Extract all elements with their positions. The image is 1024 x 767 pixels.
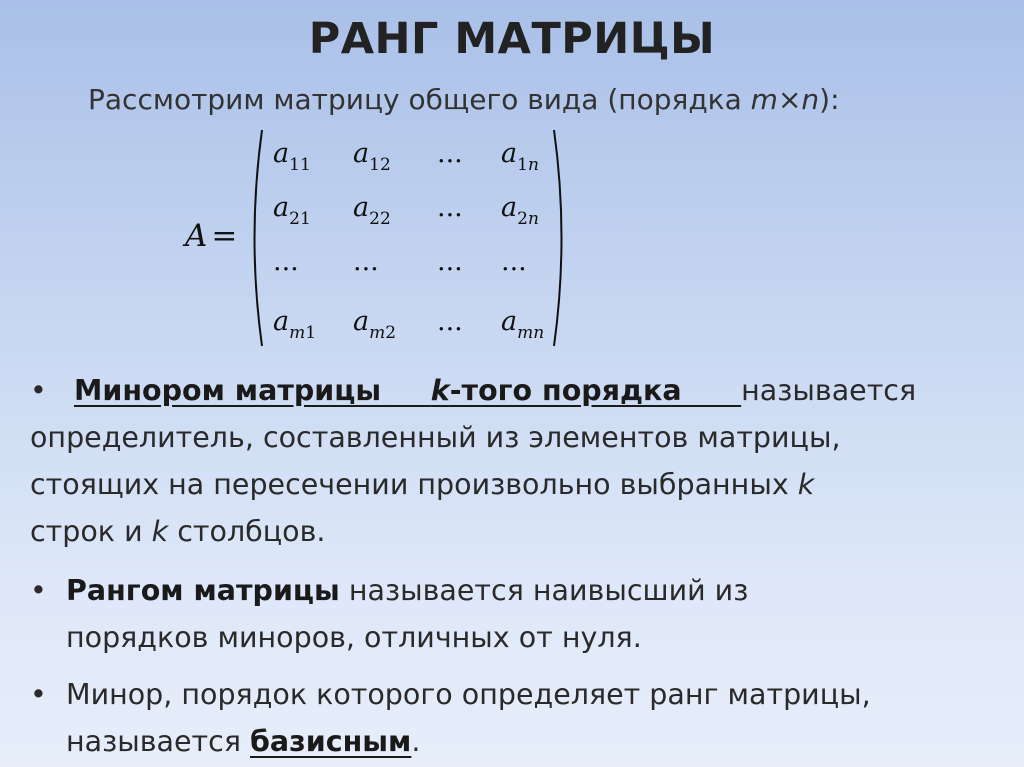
- matrix-cell-1-3: ...: [437, 138, 463, 169]
- subtitle-prefix: Рассмотрим матрицу общего вида (порядка: [88, 83, 751, 116]
- bullet-3-line-1: Минор, порядок которого определяет ранг матрицы,: [66, 678, 871, 711]
- matrix-cell-1-2: $a_{12}$: [353, 138, 391, 175]
- subtitle-suffix: ):: [819, 83, 840, 116]
- matrix-cell-3-3: ...: [437, 246, 463, 277]
- bullet-1-line-3: [30, 461, 976, 508]
- bullet-2-line-1: [30, 567, 930, 614]
- matrix-cell-2-1: $a_{21}$: [273, 192, 311, 229]
- matrix-cell-1-4: $a_{1n}$: [501, 138, 539, 175]
- bullet-3-line-2-a: называется: [66, 725, 251, 758]
- subtitle-n: n: [801, 83, 820, 116]
- bullet-3-marker: •: [30, 678, 47, 711]
- matrix-cell-4-1: $a_{m1}$: [273, 306, 317, 343]
- matrix-cell-3-1: ...: [273, 246, 299, 277]
- matrix-lhs: [185, 218, 237, 254]
- matrix-cell-1-1: $a_{11}$: [273, 138, 311, 175]
- bullet-1-line-4-b: столбцов.: [168, 515, 326, 548]
- matrix-cell-3-2: ...: [353, 246, 379, 277]
- basis-term: базисным: [250, 725, 412, 758]
- slide-title: РАНГ МАТРИЦЫ: [308, 14, 716, 64]
- minor-term-b: -того порядка: [449, 374, 692, 407]
- bullet-1-line-2: определитель, составленный из элементов матрицы,: [30, 421, 841, 454]
- bullet-3-line-2-end: .: [411, 725, 421, 758]
- bullet-1-line-3-k: k: [797, 468, 815, 501]
- minor-term-k: k: [430, 374, 450, 407]
- subtitle-times: ×: [777, 83, 802, 116]
- bullet-2-line-2: порядков миноров, отличных от нуля.: [66, 621, 642, 654]
- subtitle-m: m: [750, 83, 778, 116]
- bullet-3: [30, 671, 930, 765]
- matrix-cell-2-4: $a_{2n}$: [501, 192, 539, 229]
- right-paren: [551, 128, 571, 348]
- matrix-formula: [185, 128, 585, 353]
- equals-sign: =: [211, 218, 238, 254]
- bullet-1-marker: •: [30, 374, 47, 407]
- bullet-1-line-4: [30, 508, 976, 555]
- minor-term-a: Минором матрицы: [74, 374, 392, 407]
- bullet-1: [30, 367, 976, 555]
- bullet-2-marker: •: [30, 574, 47, 607]
- bullet-2-rest: называется наивысший из: [339, 574, 749, 607]
- bullet-1-line-3-a: стоящих на пересечении произвольно выбранных: [30, 468, 798, 501]
- matrix-cell-4-2: $a_{m2}$: [353, 306, 397, 343]
- bullet-1-line-1: [30, 367, 976, 414]
- rank-term: Рангом матрицы: [66, 574, 340, 607]
- bullet-1-line-4-k: k: [151, 515, 169, 548]
- left-paren: [245, 128, 265, 348]
- bullet-1-line-4-a: строк и: [30, 515, 152, 548]
- matrix-cell-3-4: ...: [501, 246, 527, 277]
- matrix-cell-4-4: $a_{mn}$: [501, 306, 545, 343]
- matrix-cell-2-3: ...: [437, 192, 463, 223]
- bullet-2: [30, 567, 930, 661]
- matrix-name: A: [185, 218, 208, 254]
- bullet-1-rest: называется: [741, 374, 917, 407]
- slide-subtitle: [88, 83, 840, 116]
- matrix-cell-4-3: ...: [437, 306, 463, 337]
- matrix-cell-2-2: $a_{22}$: [353, 192, 391, 229]
- minor-term: [74, 374, 741, 407]
- bullet-3-line-2: [30, 718, 930, 765]
